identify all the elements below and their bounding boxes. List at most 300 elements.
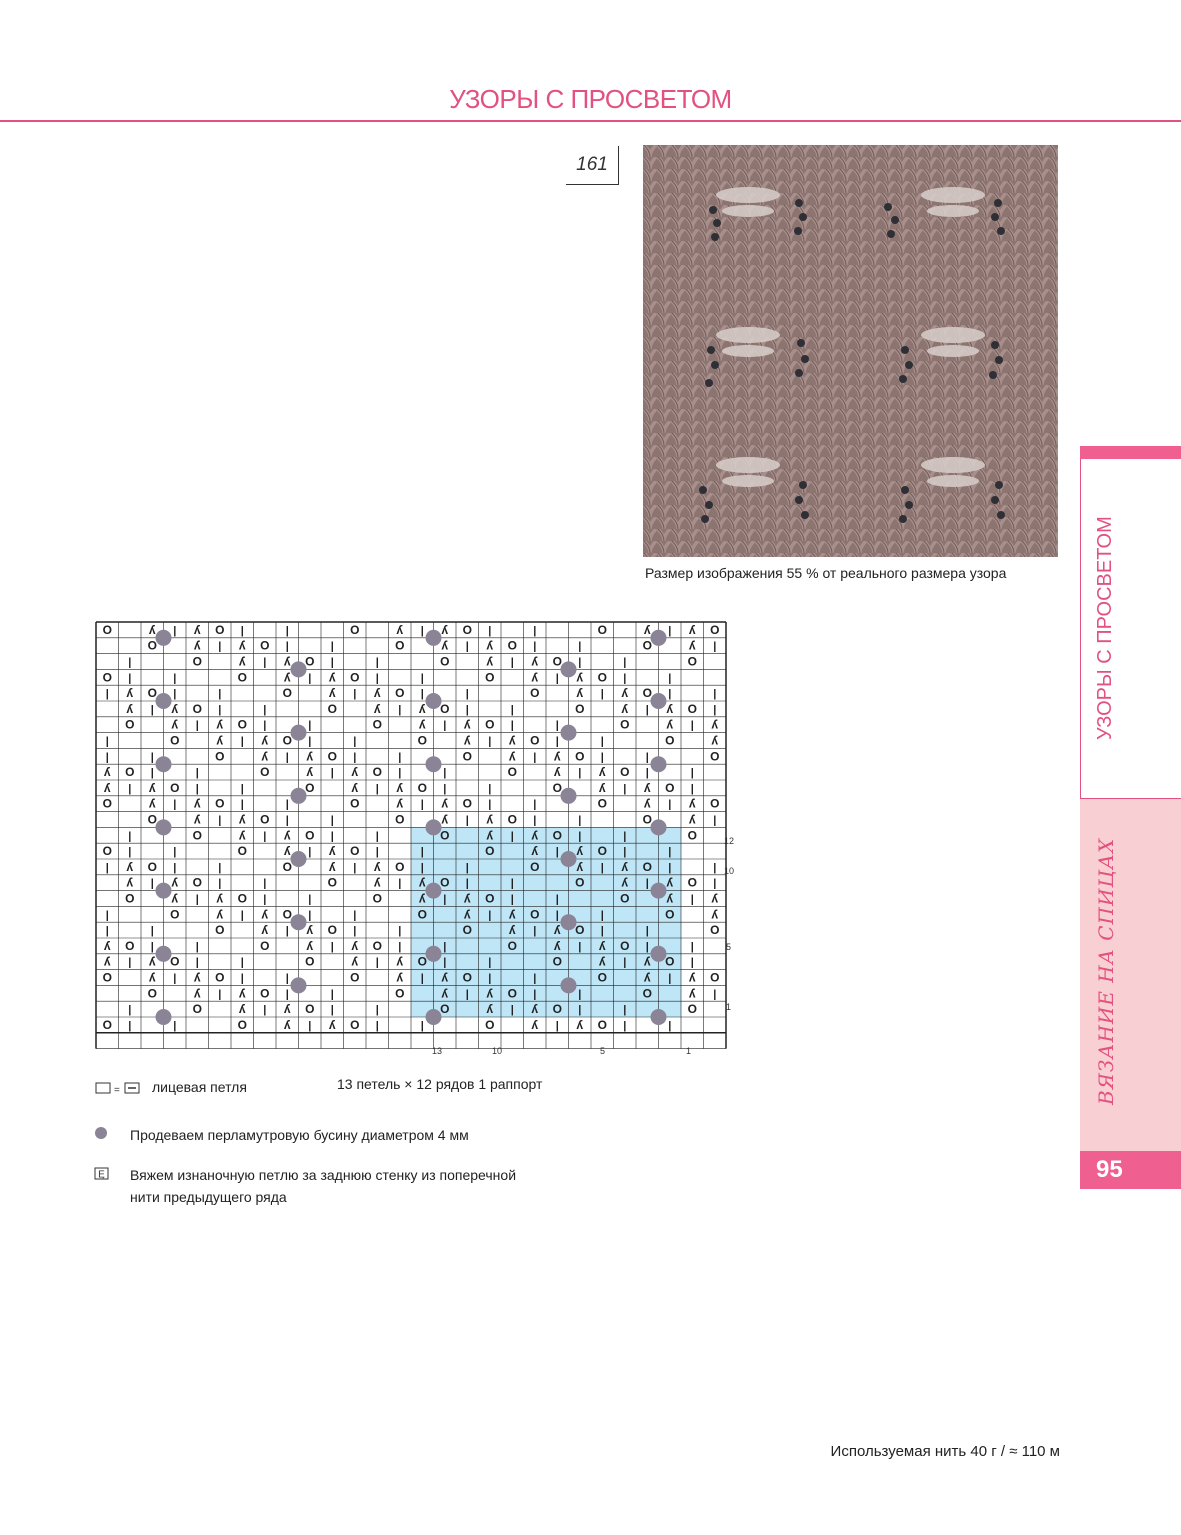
svg-text:O: O [485, 844, 495, 859]
bead-marker [426, 819, 442, 835]
svg-text:|: | [398, 877, 402, 890]
svg-text:|: | [375, 782, 379, 795]
svg-text:ʎ: ʎ [283, 844, 291, 859]
svg-text:|: | [420, 672, 424, 685]
svg-text:|: | [195, 940, 199, 953]
svg-text:O: O [462, 970, 472, 985]
svg-text:|: | [533, 798, 537, 811]
svg-text:|: | [713, 861, 717, 874]
svg-text:|: | [173, 672, 177, 685]
svg-text:O: O [102, 622, 112, 637]
svg-text:|: | [578, 1004, 582, 1017]
svg-text:|: | [353, 861, 357, 874]
svg-text:|: | [150, 767, 154, 780]
svg-text:O: O [687, 701, 697, 716]
svg-text:|: | [308, 1019, 312, 1032]
svg-text:ʎ: ʎ [216, 891, 224, 906]
svg-text:ʎ: ʎ [418, 717, 426, 732]
svg-text:|: | [645, 877, 649, 890]
svg-text:|: | [465, 877, 469, 890]
svg-text:O: O [282, 733, 292, 748]
svg-text:|: | [285, 624, 289, 637]
svg-text:|: | [510, 893, 514, 906]
svg-text:|: | [150, 877, 154, 890]
svg-text:O: O [260, 812, 270, 827]
svg-text:O: O [687, 828, 697, 843]
legend-repeat: 13 петель × 12 рядов 1 раппорт [337, 1076, 543, 1092]
svg-text:|: | [510, 703, 514, 716]
svg-text:O: O [147, 686, 157, 701]
bead-marker [561, 977, 577, 993]
svg-text:ʎ: ʎ [688, 638, 696, 653]
svg-text:ʎ: ʎ [351, 954, 359, 969]
svg-text:O: O [350, 670, 360, 685]
svg-text:ʎ: ʎ [103, 780, 111, 795]
svg-text:O: O [192, 654, 202, 669]
svg-text:|: | [218, 814, 222, 827]
svg-text:O: O [102, 970, 112, 985]
svg-text:|: | [510, 656, 514, 669]
svg-text:ʎ: ʎ [621, 686, 629, 701]
svg-text:|: | [465, 814, 469, 827]
svg-text:ʎ: ʎ [553, 923, 561, 938]
side-tab-book-label: ВЯЗАНИЕ НА СПИЦАХ [1094, 837, 1118, 1105]
col-number-5: 5 [600, 1046, 606, 1056]
svg-text:|: | [218, 877, 222, 890]
svg-text:|: | [443, 940, 447, 953]
svg-text:ʎ: ʎ [531, 828, 539, 843]
svg-text:ʎ: ʎ [148, 954, 156, 969]
svg-text:ʎ: ʎ [283, 1017, 291, 1032]
svg-text:ʎ: ʎ [666, 717, 674, 732]
svg-text:O: O [260, 638, 270, 653]
svg-text:|: | [173, 861, 177, 874]
svg-text:ʎ: ʎ [238, 986, 246, 1001]
svg-text:O: O [192, 701, 202, 716]
svg-text:O: O [125, 717, 135, 732]
svg-text:O: O [395, 859, 405, 874]
svg-text:ʎ: ʎ [216, 907, 224, 922]
svg-text:O: O [530, 859, 540, 874]
svg-text:|: | [375, 1004, 379, 1017]
svg-text:O: O [102, 844, 112, 859]
svg-text:|: | [533, 988, 537, 1001]
svg-text:|: | [510, 830, 514, 843]
svg-text:O: O [665, 733, 675, 748]
svg-text:ʎ: ʎ [148, 796, 156, 811]
bead-marker [291, 851, 307, 867]
svg-text:|: | [600, 751, 604, 764]
bead-marker [156, 819, 172, 835]
svg-text:O: O [350, 1017, 360, 1032]
bead-marker [651, 819, 667, 835]
svg-text:O: O [507, 938, 517, 953]
svg-text:ʎ: ʎ [598, 954, 606, 969]
svg-text:ʎ: ʎ [531, 654, 539, 669]
svg-text:|: | [645, 767, 649, 780]
svg-text:|: | [263, 1004, 267, 1017]
svg-text:O: O [597, 970, 607, 985]
svg-text:ʎ: ʎ [688, 986, 696, 1001]
svg-text:O: O [102, 670, 112, 685]
page-number: 95 [1096, 1156, 1123, 1183]
svg-text:|: | [285, 751, 289, 764]
svg-text:|: | [330, 1004, 334, 1017]
svg-text:|: | [285, 925, 289, 938]
svg-text:ʎ: ʎ [373, 701, 381, 716]
svg-text:ʎ: ʎ [261, 733, 269, 748]
svg-text:O: O [710, 622, 720, 637]
svg-text:|: | [690, 956, 694, 969]
svg-text:|: | [240, 972, 244, 985]
svg-text:O: O [440, 701, 450, 716]
svg-text:|: | [578, 940, 582, 953]
row-number-10: 10 [724, 866, 735, 876]
svg-text:O: O [125, 891, 135, 906]
bead-marker [561, 661, 577, 677]
svg-text:ʎ: ʎ [418, 875, 426, 890]
bead-marker [156, 883, 172, 899]
svg-text:|: | [173, 688, 177, 701]
svg-text:ʎ: ʎ [643, 970, 651, 985]
svg-text:O: O [170, 907, 180, 922]
svg-text:ʎ: ʎ [688, 796, 696, 811]
svg-text:ʎ: ʎ [666, 701, 674, 716]
svg-text:|: | [128, 846, 132, 859]
svg-text:|: | [105, 688, 109, 701]
svg-text:O: O [575, 749, 585, 764]
svg-text:|: | [488, 735, 492, 748]
svg-text:|: | [353, 735, 357, 748]
svg-text:ʎ: ʎ [418, 701, 426, 716]
svg-text:O: O [327, 701, 337, 716]
svg-text:O: O [260, 986, 270, 1001]
svg-text:ʎ: ʎ [216, 733, 224, 748]
svg-text:ʎ: ʎ [441, 638, 449, 653]
svg-text:O: O [192, 828, 202, 843]
bead-icon [94, 1126, 108, 1140]
svg-text:|: | [713, 988, 717, 1001]
svg-text:O: O [552, 1002, 562, 1017]
svg-text:|: | [240, 735, 244, 748]
svg-text:|: | [443, 956, 447, 969]
svg-text:|: | [713, 877, 717, 890]
svg-text:O: O [597, 622, 607, 637]
svg-text:O: O [125, 765, 135, 780]
svg-text:ʎ: ʎ [373, 686, 381, 701]
svg-text:|: | [555, 672, 559, 685]
svg-text:|: | [353, 925, 357, 938]
svg-text:|: | [533, 640, 537, 653]
bead-marker [651, 693, 667, 709]
bead-marker [426, 693, 442, 709]
svg-text:O: O [597, 844, 607, 859]
svg-text:|: | [128, 830, 132, 843]
knit-legend-symbol [95, 1080, 147, 1096]
svg-text:|: | [555, 909, 559, 922]
svg-text:|: | [173, 846, 177, 859]
svg-text:O: O [417, 733, 427, 748]
svg-text:O: O [282, 907, 292, 922]
svg-text:|: | [240, 782, 244, 795]
svg-text:|: | [420, 624, 424, 637]
svg-text:|: | [668, 688, 672, 701]
bead-marker [426, 756, 442, 772]
svg-text:O: O [237, 1017, 247, 1032]
svg-text:ʎ: ʎ [508, 907, 516, 922]
svg-text:|: | [533, 972, 537, 985]
bead-marker [156, 630, 172, 646]
svg-text:O: O [350, 844, 360, 859]
svg-text:ʎ: ʎ [598, 780, 606, 795]
svg-text:|: | [555, 1019, 559, 1032]
svg-text:ʎ: ʎ [351, 765, 359, 780]
svg-text:O: O [305, 654, 315, 669]
svg-text:O: O [395, 986, 405, 1001]
svg-text:O: O [102, 1017, 112, 1032]
page-title: УЗОРЫ С ПРОСВЕТОМ [449, 84, 732, 114]
svg-text:ʎ: ʎ [486, 638, 494, 653]
svg-text:O: O [147, 812, 157, 827]
svg-text:|: | [420, 846, 424, 859]
svg-text:ʎ: ʎ [148, 622, 156, 637]
svg-text:ʎ: ʎ [441, 796, 449, 811]
svg-text:O: O [552, 780, 562, 795]
svg-text:ʎ: ʎ [306, 923, 314, 938]
svg-text:|: | [623, 830, 627, 843]
svg-text:O: O [552, 828, 562, 843]
svg-text:|: | [510, 719, 514, 732]
svg-text:ʎ: ʎ [283, 654, 291, 669]
svg-text:ʎ: ʎ [373, 859, 381, 874]
svg-text:O: O [620, 717, 630, 732]
svg-text:|: | [690, 893, 694, 906]
svg-text:|: | [690, 940, 694, 953]
svg-text:|: | [375, 830, 379, 843]
bead-marker [561, 914, 577, 930]
svg-text:|: | [218, 640, 222, 653]
bead-marker [561, 725, 577, 741]
svg-text:ʎ: ʎ [238, 828, 246, 843]
bead-marker [426, 946, 442, 962]
svg-text:|: | [555, 846, 559, 859]
svg-text:|: | [128, 782, 132, 795]
svg-text:|: | [218, 861, 222, 874]
svg-text:O: O [215, 970, 225, 985]
svg-text:|: | [285, 798, 289, 811]
svg-text:|: | [173, 1019, 177, 1032]
svg-text:ʎ: ʎ [373, 875, 381, 890]
svg-text:O: O [665, 954, 675, 969]
svg-text:ʎ: ʎ [103, 938, 111, 953]
svg-text:|: | [240, 798, 244, 811]
knitting-chart [94, 620, 744, 1060]
svg-text:|: | [285, 640, 289, 653]
svg-text:|: | [128, 672, 132, 685]
svg-text:|: | [398, 767, 402, 780]
svg-text:ʎ: ʎ [576, 686, 584, 701]
svg-text:|: | [533, 751, 537, 764]
svg-text:O: O [147, 859, 157, 874]
svg-text:ʎ: ʎ [328, 686, 336, 701]
svg-text:|: | [713, 688, 717, 701]
svg-text:|: | [375, 656, 379, 669]
side-tab-section-label: УЗОРЫ С ПРОСВЕТОМ [1094, 516, 1116, 740]
svg-text:ʎ: ʎ [441, 986, 449, 1001]
bead-marker [291, 661, 307, 677]
svg-text:ʎ: ʎ [688, 812, 696, 827]
svg-text:O: O [237, 844, 247, 859]
svg-text:O: O [665, 907, 675, 922]
svg-text:|: | [488, 798, 492, 811]
svg-text:|: | [645, 751, 649, 764]
svg-text:O: O [215, 923, 225, 938]
svg-text:ʎ: ʎ [463, 733, 471, 748]
svg-text:|: | [668, 1019, 672, 1032]
svg-text:ʎ: ʎ [396, 622, 404, 637]
svg-text:ʎ: ʎ [103, 765, 111, 780]
svg-text:|: | [150, 925, 154, 938]
bead-marker [426, 1009, 442, 1025]
svg-text:ʎ: ʎ [486, 654, 494, 669]
svg-text:O: O [642, 812, 652, 827]
svg-text:|: | [128, 956, 132, 969]
svg-text:O: O [462, 749, 472, 764]
bead-marker [291, 977, 307, 993]
svg-text:O: O [372, 765, 382, 780]
svg-text:ʎ: ʎ [553, 938, 561, 953]
svg-text:ʎ: ʎ [463, 891, 471, 906]
svg-text:ʎ: ʎ [711, 717, 719, 732]
svg-text:|: | [600, 735, 604, 748]
svg-text:ʎ: ʎ [531, 844, 539, 859]
bead-marker [561, 788, 577, 804]
svg-text:ʎ: ʎ [531, 1002, 539, 1017]
svg-text:O: O [215, 796, 225, 811]
svg-text:|: | [285, 814, 289, 827]
svg-text:|: | [690, 719, 694, 732]
svg-text:ʎ: ʎ [643, 796, 651, 811]
svg-text:|: | [465, 703, 469, 716]
svg-text:O: O [305, 828, 315, 843]
svg-text:|: | [420, 1019, 424, 1032]
svg-text:ʎ: ʎ [508, 923, 516, 938]
svg-text:O: O [372, 717, 382, 732]
svg-text:ʎ: ʎ [103, 954, 111, 969]
svg-text:|: | [668, 846, 672, 859]
legend-equals: = [114, 1085, 120, 1096]
svg-text:O: O [485, 891, 495, 906]
svg-text:O: O [147, 638, 157, 653]
svg-text:ʎ: ʎ [621, 701, 629, 716]
svg-text:|: | [263, 830, 267, 843]
svg-text:|: | [465, 861, 469, 874]
svg-text:ʎ: ʎ [621, 875, 629, 890]
knitted-sample-photo [643, 145, 1058, 557]
svg-text:O: O [170, 733, 180, 748]
svg-text:ʎ: ʎ [238, 654, 246, 669]
svg-text:ʎ: ʎ [531, 670, 539, 685]
svg-text:ʎ: ʎ [193, 970, 201, 985]
svg-text:|: | [713, 640, 717, 653]
svg-text:O: O [282, 686, 292, 701]
svg-text:|: | [375, 956, 379, 969]
svg-text:|: | [375, 672, 379, 685]
svg-text:|: | [510, 877, 514, 890]
svg-text:O: O [642, 986, 652, 1001]
svg-text:O: O [440, 1002, 450, 1017]
svg-text:|: | [623, 956, 627, 969]
bead-marker [156, 946, 172, 962]
svg-text:Ę: Ę [98, 1169, 105, 1181]
svg-text:|: | [533, 814, 537, 827]
svg-text:ʎ: ʎ [126, 701, 134, 716]
svg-text:O: O [125, 938, 135, 953]
svg-text:ʎ: ʎ [171, 701, 179, 716]
bead-marker [291, 914, 307, 930]
svg-text:|: | [420, 972, 424, 985]
bead-marker [651, 883, 667, 899]
svg-text:O: O [642, 638, 652, 653]
svg-text:|: | [420, 688, 424, 701]
svg-text:O: O [395, 686, 405, 701]
svg-text:ʎ: ʎ [193, 638, 201, 653]
svg-text:O: O [192, 875, 202, 890]
svg-text:|: | [398, 940, 402, 953]
svg-text:|: | [668, 624, 672, 637]
svg-text:ʎ: ʎ [486, 1002, 494, 1017]
svg-text:ʎ: ʎ [508, 733, 516, 748]
bead-marker [156, 693, 172, 709]
svg-text:|: | [105, 909, 109, 922]
svg-text:|: | [398, 751, 402, 764]
svg-text:O: O [530, 907, 540, 922]
bead-marker [651, 756, 667, 772]
svg-text:|: | [533, 624, 537, 637]
svg-text:ʎ: ʎ [216, 717, 224, 732]
svg-text:ʎ: ʎ [463, 907, 471, 922]
svg-text:|: | [645, 703, 649, 716]
svg-text:|: | [488, 782, 492, 795]
svg-text:|: | [578, 767, 582, 780]
svg-text:|: | [668, 672, 672, 685]
svg-text:|: | [150, 940, 154, 953]
legend-bead: Продеваем перламутровую бусину диаметром 4 мм [130, 1127, 469, 1143]
svg-text:|: | [330, 640, 334, 653]
svg-text:|: | [263, 656, 267, 669]
svg-text:ʎ: ʎ [553, 749, 561, 764]
svg-text:|: | [173, 972, 177, 985]
svg-text:|: | [465, 640, 469, 653]
svg-text:|: | [195, 719, 199, 732]
svg-text:O: O [327, 749, 337, 764]
svg-text:ʎ: ʎ [576, 670, 584, 685]
svg-text:ʎ: ʎ [463, 717, 471, 732]
svg-text:|: | [713, 703, 717, 716]
svg-text:|: | [668, 798, 672, 811]
svg-text:ʎ: ʎ [328, 859, 336, 874]
svg-text:ʎ: ʎ [531, 1017, 539, 1032]
svg-text:|: | [330, 767, 334, 780]
svg-text:ʎ: ʎ [171, 891, 179, 906]
svg-text:|: | [443, 782, 447, 795]
svg-text:|: | [308, 719, 312, 732]
svg-text:|: | [353, 751, 357, 764]
svg-text:|: | [645, 940, 649, 953]
svg-text:ʎ: ʎ [193, 812, 201, 827]
svg-text:O: O [665, 780, 675, 795]
svg-text:|: | [330, 940, 334, 953]
